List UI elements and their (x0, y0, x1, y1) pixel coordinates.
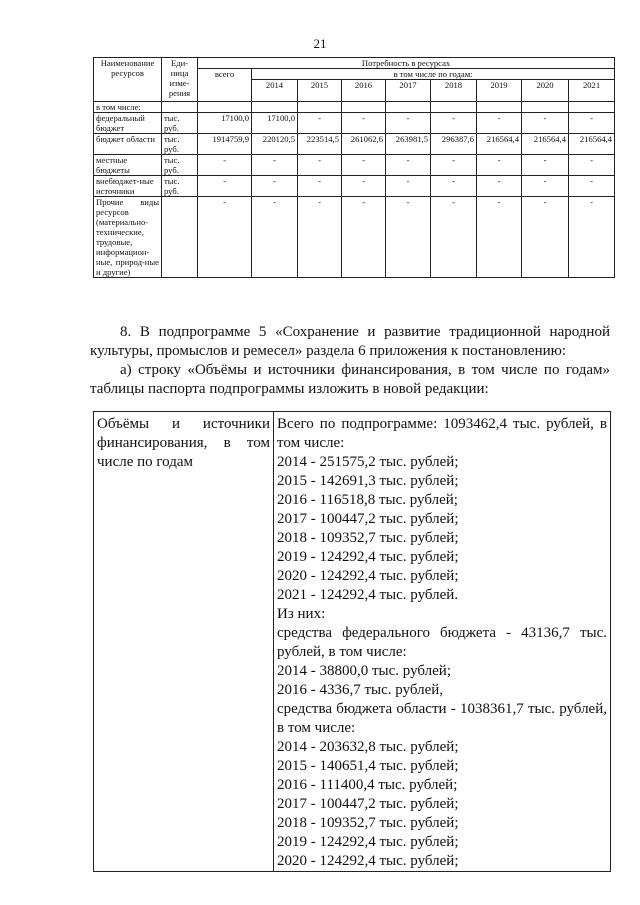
funding-line: средства бюджета области - 1038361,7 тыс. рублей, в том числе: (277, 701, 607, 736)
header-total: всего (198, 69, 252, 102)
header-resources: Наименование ресурсов (94, 58, 162, 102)
header-need: Потребность в ресурсах (198, 58, 615, 69)
funding-line: 2015 - 140651,4 тыс. рублей; (277, 758, 459, 774)
funding-line: 2014 - 251575,2 тыс. рублей; (277, 454, 459, 470)
funding-line: 2015 - 142691,3 тыс. рублей; (277, 473, 459, 489)
year-header: 2015 (298, 80, 342, 102)
year-header: 2017 (386, 80, 431, 102)
year-header: 2016 (342, 80, 386, 102)
including-label: в том числе: (94, 102, 162, 113)
funding-label: Объёмы и источники финансирования, в том числе по годам (94, 412, 274, 872)
year-header: 2021 (569, 80, 615, 102)
funding-line: 2020 - 124292,4 тыс. рублей; (277, 568, 459, 584)
funding-values (274, 412, 611, 872)
paragraph-8: 8. В подпрограмме 5 «Сохранение и развитие традиционной народной культуры, промыслов и ремесел» раздела 6 приложения к постановлению: (90, 324, 610, 359)
year-header: 2020 (522, 80, 569, 102)
funding-line: 2017 - 100447,2 тыс. рублей; (277, 511, 459, 527)
table-row: бюджет области тыс. руб. 1914759,9 220120,5 223514,5 261062,6 263981,5 296387,6 216564,4 216564,4 216564,4 (94, 134, 615, 155)
table-row: внебюджет-ные источники тыс. руб. - - - - - - - - - (94, 176, 615, 197)
funding-line: 2019 - 124292,4 тыс. рублей; (277, 549, 459, 565)
table-row: федеральный бюджет тыс. руб. 17100,0 17100,0 - - - - - - - (94, 113, 615, 134)
year-header: 2014 (252, 80, 298, 102)
funding-line: 2021 - 124292,4 тыс. рублей. (277, 587, 459, 603)
funding-line: 2019 - 124292,4 тыс. рублей; (277, 834, 459, 850)
table-row: Прочие виды ресурсов (материально-технические, трудовые, информацион-ные, природ-ные и другие) - - - - - - - - - (94, 197, 615, 278)
funding-line: 2016 - 4336,7 тыс. рублей, (277, 682, 444, 698)
header-by-years: в том числе по годам: (252, 69, 615, 80)
paragraph-a: а) строку «Объёмы и источники финансирования, в том числе по годам» таблицы паспорта подпрограммы изложить в новой редакции: (90, 362, 610, 397)
funding-line: средства федерального бюджета - 43136,7 тыс. рублей, в том числе: (277, 625, 607, 660)
year-header: 2019 (477, 80, 522, 102)
header-unit: Еди-ница изме-рения (162, 58, 198, 102)
funding-line: 2016 - 116518,8 тыс. рублей; (277, 492, 458, 508)
funding-line: 2014 - 38800,0 тыс. рублей; (277, 663, 451, 679)
funding-line: Всего по подпрограмме: 1093462,4 тыс. рублей, в том числе: (277, 416, 607, 451)
funding-line: 2016 - 111400,4 тыс. рублей; (277, 777, 458, 793)
funding-line: 2018 - 109352,7 тыс. рублей; (277, 815, 459, 831)
funding-line: 2014 - 203632,8 тыс. рублей; (277, 739, 459, 755)
funding-line: 2020 - 124292,4 тыс. рублей; (277, 853, 459, 869)
funding-line: Из них: (277, 606, 326, 622)
resource-table (93, 57, 615, 278)
year-header: 2018 (431, 80, 477, 102)
funding-table (93, 411, 611, 872)
table-row: местные бюджеты тыс. руб. - - - - - - - - - (94, 155, 615, 176)
funding-line: 2018 - 109352,7 тыс. рублей; (277, 530, 459, 546)
funding-line: 2017 - 100447,2 тыс. рублей; (277, 796, 459, 812)
page-number: 21 (313, 36, 327, 51)
